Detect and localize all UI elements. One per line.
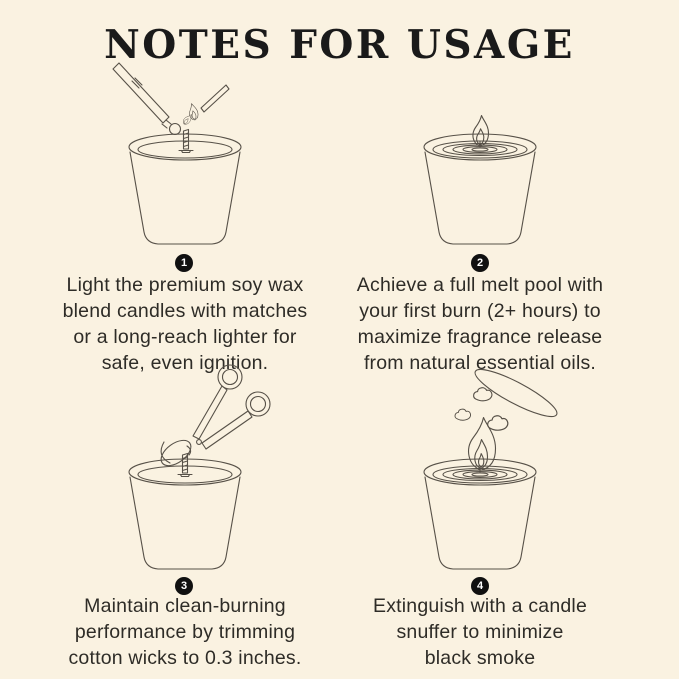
lighter-nozzle — [170, 124, 181, 135]
step-3-number-badge: 3 — [175, 577, 193, 595]
snuffer-lid — [470, 362, 561, 424]
burning-candle-full-melt-pool-icon — [324, 62, 636, 258]
step-3-caption: Maintain clean-burning performance by trimming cotton wicks to 0.3 inches. — [68, 595, 302, 669]
step-2-illustration — [324, 62, 636, 263]
step-1-illustration — [29, 62, 341, 263]
trimmer-pivot — [197, 440, 202, 445]
step-2-caption: Achieve a full melt pool with your first burn (2+ hours) to maximize fragrance release from natural essential oils. — [356, 274, 604, 374]
trimmer-arm — [193, 386, 227, 439]
smoke-puff — [488, 416, 508, 430]
trimmer-head — [157, 435, 196, 470]
step-2-number-badge: 2 — [471, 254, 489, 272]
wick-trimmer-over-candle-icon — [29, 360, 341, 582]
step-3-illustration — [29, 360, 341, 587]
smoke-puff — [474, 388, 492, 401]
match-flame — [187, 103, 200, 121]
candle-lit-by-match-and-long-lighter-icon — [29, 62, 341, 258]
candle-snuffer-lid-and-smoke-icon — [324, 360, 636, 582]
step-4-illustration — [324, 360, 636, 587]
trimmer-arm — [202, 411, 252, 449]
step-4-caption: Extinguish with a candle snuffer to minimize black smoke — [372, 595, 587, 669]
smoke-puff — [455, 409, 471, 420]
trimmer-handle-ring — [246, 392, 270, 416]
lighter-body — [113, 63, 169, 123]
step-1-number-badge: 1 — [175, 254, 193, 272]
candle-flame — [469, 418, 496, 471]
trimmer-handle-ring — [218, 365, 242, 389]
page-title: NOTES FOR USAGE — [104, 22, 575, 68]
step-4-number-badge: 4 — [471, 577, 489, 595]
match-stick — [201, 85, 229, 112]
step-1-caption: Light the premium soy wax blend candles with matches or a long-reach lighter for safe, even ignition. — [62, 274, 308, 374]
